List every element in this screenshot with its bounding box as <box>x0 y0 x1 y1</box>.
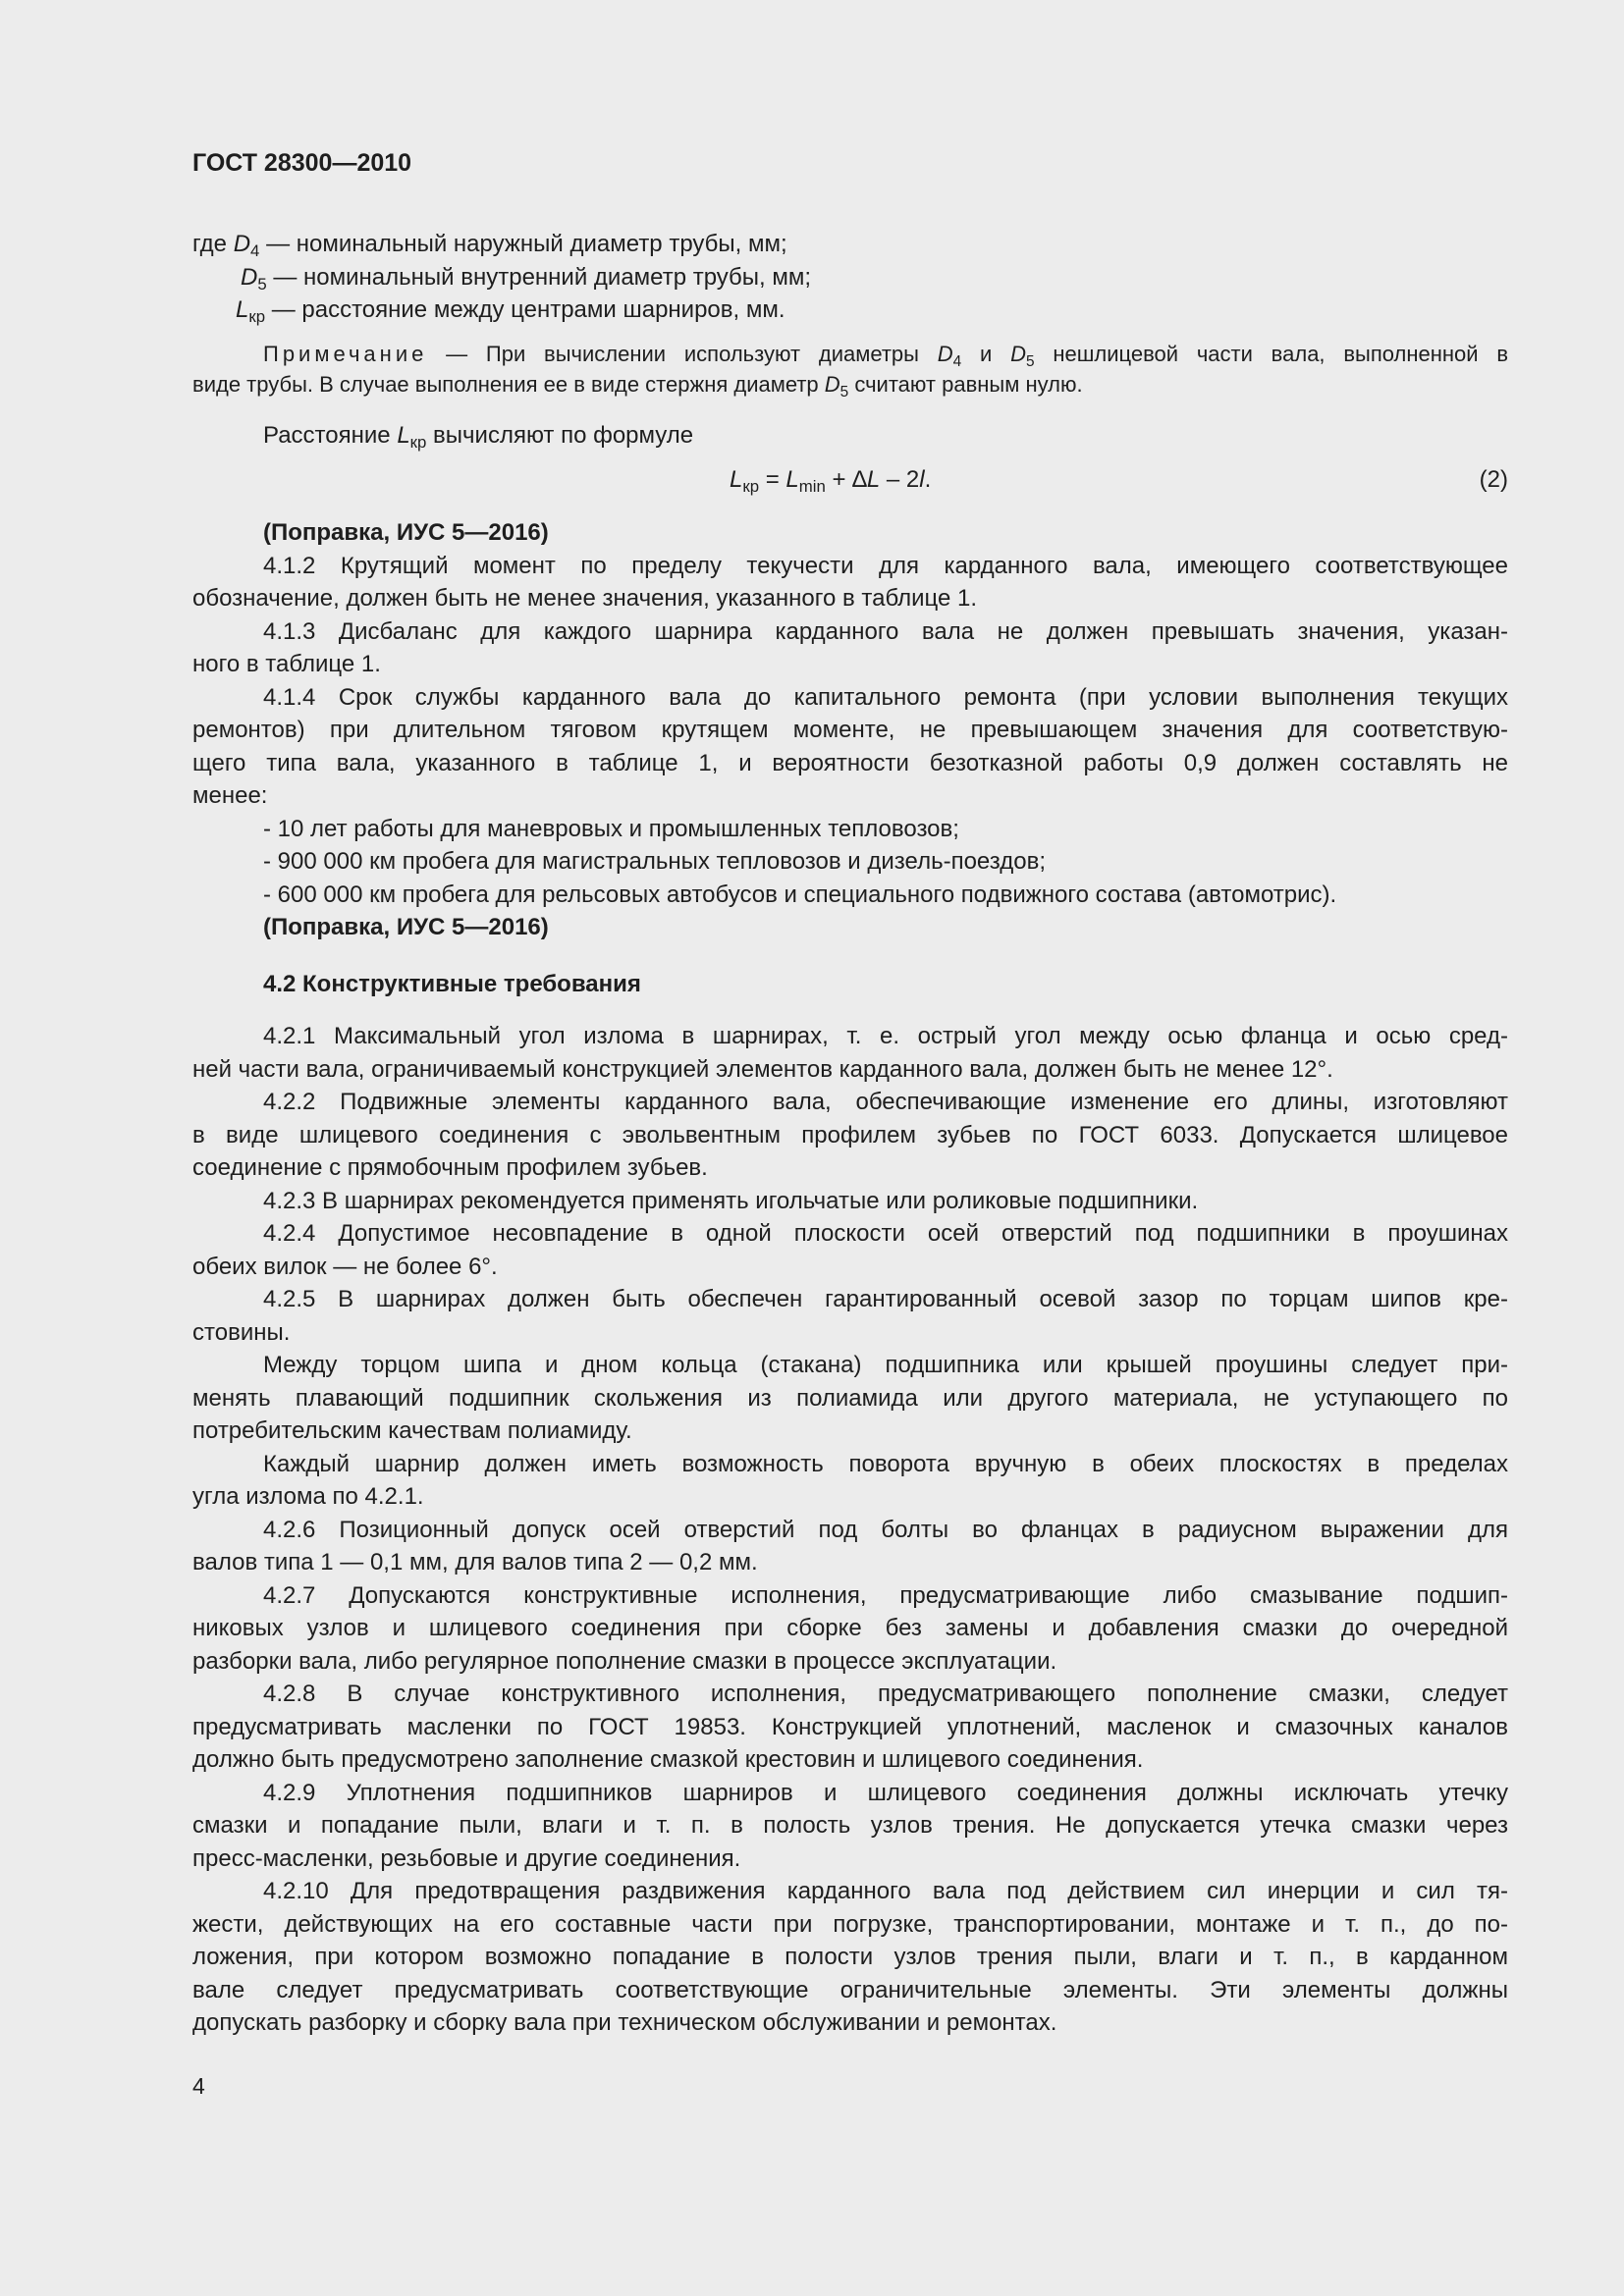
note-label: Примечание <box>263 341 428 366</box>
list-item: - 10 лет работы для маневровых и промышленных тепловозов; <box>263 815 959 842</box>
clause-4-2-9: 4.2.9 Уплотнения подшипников шарниров и шлицевого соединения должны исключать утечку смазки и попадание пыли, влаги и т. п. в полость узлов трения. Не допускается утечка смазки через пресс-масленки, резьбовые и другие соединения. <box>192 1779 1508 1872</box>
section-title-4-2: 4.2 Конструктивные требования <box>263 970 641 997</box>
page-number: 4 <box>192 2073 205 2099</box>
note-line-1: Примечание — При вычислении используют диаметры $D_4$ и $D_5$ нешлицевой части вала, выполненной в <box>263 341 1508 369</box>
clause-4-2-10: 4.2.10 Для предотвращения раздвижения карданного вала под действием сил инерции и сил тя- жести, действующих на его составные части при погрузке, транспортировании, монтаже и т. п., до по- ложения, при котором возможно попадание в полости узлов трения пыли, влаги и т. п., в карданном вале следует предусматривать соответствующие ограничительные элементы. Эти элементы должны допускать разборку и сборку вала при техническом обслуживании и ремонтах. <box>192 1878 1508 2036</box>
formula-intro: Расстояние $L_{кр}$ вычисляют по формуле <box>263 421 694 452</box>
definition-lkr: $L_{кр}$ — расстояние между центрами шарниров, мм. <box>236 296 785 326</box>
document-id-header: ГОСТ 28300—2010 <box>192 149 412 177</box>
clause-4-1-2: 4.1.2 Крутящий момент по пределу текучести для карданного вала, имеющего соответствующее обозначение, должен быть не менее значения, указанного в таблице 1. <box>192 552 1508 612</box>
note-block <box>192 339 1508 400</box>
list-item: - 600 000 км пробега для рельсовых автобусов и специального подвижного состава (автомотрис). <box>263 881 1337 908</box>
clause-4-2-3: 4.2.3 В шарнирах рекомендуется применять игольчатые или роликовые подшипники. <box>263 1187 1199 1214</box>
definition-d5: $D_5$ — номинальный внутренний диаметр трубы, мм; <box>241 263 812 294</box>
note-line-2: виде трубы. В случае выполнения ее в виде стержня диаметр $D_5$ считают равным нулю. <box>192 371 1083 400</box>
amendment-note-2: (Поправка, ИУС 5—2016) <box>263 914 549 940</box>
formula-expression: $L_{кр} = L_{min} + \Delta L - 2l$. <box>730 466 932 496</box>
clause-4-2-5-bearing: Между торцом шипа и дном кольца (стакана) подшипника или крышей проушины следует при- менять плавающий подшипник скольжения из полиамида или другого материала, не уступающего по потребительским качествам полиамиду. <box>192 1352 1508 1444</box>
clause-4-2-1: 4.2.1 Максимальный угол излома в шарнирах, т. е. острый угол между осью фланца и осью сред- ней части вала, ограничиваемый конструкцией элементов карданного вала, должен быть не менее 12°. <box>192 1023 1508 1083</box>
clause-4-1-4: 4.1.4 Срок службы карданного вала до капитального ремонта (при условии выполнения текущих ремонтов) при длительном тяговом крутящем моменте, не превышающем значения для соответствую- щего типа вала, указанного в таблице 1, и вероятности безотказной работы 0,9 должен составлять не менее: <box>192 683 1508 809</box>
list-item: - 900 000 км пробега для магистральных тепловозов и дизель-поездов; <box>263 848 1046 875</box>
clause-4-2-4: 4.2.4 Допустимое несовпадение в одной плоскости осей отверстий под подшипники в проушинах обеих вилок — не более 6°. <box>192 1220 1508 1280</box>
definitions-block <box>192 228 1508 2040</box>
clause-4-2-5: 4.2.5 В шарнирах должен быть обеспечен гарантированный осевой зазор по торцам шипов кре- стовины. <box>192 1286 1508 1346</box>
clause-4-2-7: 4.2.7 Допускаются конструктивные исполнения, предусматривающие либо смазывание подшип- никовых узлов и шлицевого соединения при сборке без замены и добавления смазки до очередной разборки вала, либо регулярное пополнение смазки в процессе эксплуатации. <box>192 1581 1508 1675</box>
clause-4-2-6: 4.2.6 Позиционный допуск осей отверстий под болты во фланцах в радиусном выражении для валов типа 1 — 0,1 мм, для валов типа 2 — 0,2 мм. <box>192 1516 1508 1575</box>
clause-4-1-3: 4.1.3 Дисбаланс для каждого шарнира карданного вала не должен превышать значения, указан- ного в таблице 1. <box>192 617 1508 677</box>
service-life-list <box>192 813 1508 912</box>
clause-4-2-5-rotation: Каждый шарнир должен иметь возможность поворота вручную в обеих плоскостях в пределах угла излома по 4.2.1. <box>192 1450 1508 1510</box>
formula-number: (2) <box>1479 466 1508 493</box>
amendment-note-1: (Поправка, ИУС 5—2016) <box>263 519 549 546</box>
formula-2 <box>192 463 1508 507</box>
clause-4-2-2: 4.2.2 Подвижные элементы карданного вала, обеспечивающие изменение его длины, изготовляют в виде шлицевого соединения с эвольвентным профилем зубьев по ГОСТ 6033. Допускается шлицевое соединение с прямобочным профилем зубьев. <box>192 1089 1508 1181</box>
definition-d4: где $D_4$ — номинальный наружный диаметр трубы, мм; <box>192 231 787 260</box>
clause-4-2-8: 4.2.8 В случае конструктивного исполнения, предусматривающего пополнение смазки, следует предусматривать масленки по ГОСТ 19853. Конструкцией уплотнений, масленок и смазочных каналов должно быть предусмотрено заполнение смазкой крестовин и шлицевого соединения. <box>192 1681 1508 1773</box>
